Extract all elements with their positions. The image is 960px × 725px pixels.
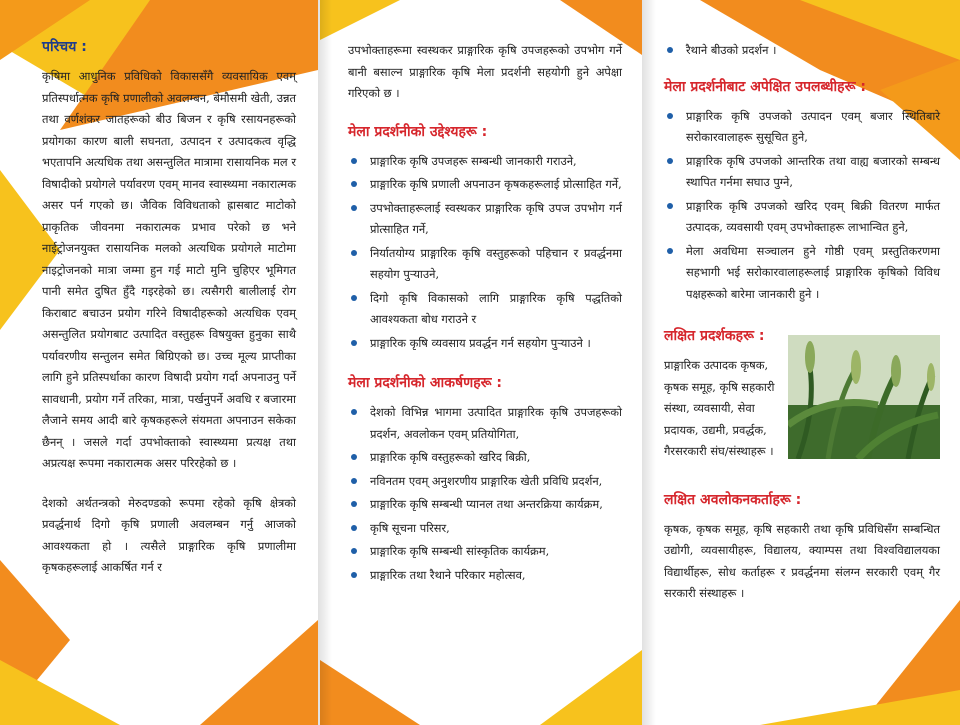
- bullet-icon: [351, 250, 357, 256]
- list-item: प्राङ्गारिक कृषि उपजको खरिद एवम् बिक्री वितरण मार्फत उत्पादक, व्यवसायी एवम् उपभोक्ताहरू लाभान्वित हुने,: [664, 196, 940, 239]
- bullet-icon: [667, 158, 673, 164]
- visitors-text: कृषक, कृषक समूह, कृषि सहकारी तथा कृषि प्रविधिसँग सम्बन्धित उद्योगी, व्यवसायीहरू, विद्यालय, क्याम्पस तथा विश्वविद्यालयका विद्यार्थीहरू, सोध कर्ताहरू र प्रवर्द्धनमा संलग्न सरकारी एवम् गैर सरकारी संस्थाहरू ।: [664, 521, 940, 600]
- bullet-icon: [667, 113, 673, 119]
- bullet-icon: [351, 409, 357, 415]
- bullet-icon: [351, 572, 357, 578]
- list-item: प्राङ्गारिक तथा रैथाने परिकार महोत्सव,: [348, 565, 622, 587]
- bullet-icon: [667, 203, 673, 209]
- introduction-paragraph-2: देशको अर्थतन्त्रको मेरुदण्डको रूपमा रहेको कृषि क्षेत्रको प्रवर्द्धनार्थ दिगो कृषि प्रणाली अवलम्बन गर्नु आजको आवश्यकता हो । त्यसैले प्राङ्गारिक कृषि प्रणालीमा कृषकहरूलाई आकर्षित गर्न र: [42, 495, 296, 574]
- exhibitors-text: प्राङ्गारिक उत्पादक कृषक, कृषक समूह, कृषि सहकारी संस्था, व्यवसायी, सेवा प्रदायक, उद्यमी, प्रवर्द्धक, गैरसरकारी संघ/संस्थाहरू ।: [664, 358, 775, 458]
- bullet-icon: [667, 248, 673, 254]
- list-item: दिगो कृषि विकासको लागि प्राङ्गारिक कृषि पद्धतिको आवश्यकता बोध गराउने र: [348, 288, 622, 331]
- list-item: नविनतम एवम् अनुशरणीय प्राङ्गारिक खेती प्रविधि प्रदर्शन,: [348, 471, 622, 493]
- exhibitors-section: [664, 327, 940, 463]
- introduction-heading: परिचय :: [42, 39, 87, 55]
- list-item: उपभोक्ताहरूलाई स्वस्थकर प्राङ्गारिक कृषि उपज उपभोग गर्न प्रोत्साहित गर्ने,: [348, 198, 622, 241]
- panel-outcomes: [644, 0, 960, 725]
- bullet-icon: [351, 340, 357, 346]
- bullet-icon: [351, 525, 357, 531]
- fold-shadow-right: [642, 0, 656, 725]
- list-item: प्राङ्गारिक कृषि सम्बन्धी प्यानल तथा अन्तरक्रिया कार्यक्रम,: [348, 494, 622, 516]
- introduction-paragraph-1: कृषिमा आधुनिक प्रविधिको विकाससँगै व्यवसायिक एवम् प्रतिस्पर्धात्मक कृषि प्रणालीको अवलम्बन, बेमौसमी खेती, उन्नत तथा वर्णशंकर जातहरूको बीउ बिजन र कृषि रसायनहरूको प्रयोगका कारण बाली सघनता, उत्पादन र उत्पादकत्व वृद्धि भएतापनि अत्यधिक तथा असन्तुलित मात्रामा रासायनिक मल र विषादीको प्रयोगले पर्यावरण एवम् मानव स्वास्थ्यमा नकारात्मक असर पर्न गएको छ। जैविक विविधताको ह्रासबाट माटोको प्राकृतिक जीवनमा नकारात्मक प्रभाव परेको छ भने नाईट्रोजनयुक्त रासायनिक मलको अत्यधिक प्रयोगले माटोमा नाइट्रोजनको मात्रा जम्मा हुन गई माटो मुनि चुहिएर भूमिगत पानी समेत दुषित हुँदै गइरहेको छ। त्यसैगरी बालीलाई रोग किराबाट बचाउन प्रयोग गरिने विषादीहरूको अत्यधिक एवम् असन्तुलित प्रयोगबाट उत्पादित वस्तुहरू विषयुक्त हुनुका साथै पर्यावरणीय सन्तुलन समेत बिग्रिएको छ। उच्च मूल्य प्राप्तीका लागि हुने प्रतिस्पर्धाका कारण विषादी प्रयोग गर्दा अपनाउनु पर्ने सावधानी, प्रयोग गर्ने तरिका, मात्रा, पर्खनुपर्ने अवधि र बजारमा लैजाने समय आदी बारे कृषकहरूले संयमता अपनाउन सकेका छैनन् । जसले गर्दा उपभोक्ताको स्वास्थ्यमा प्रत्यक्ष तथा अप्रत्यक्ष रूपमा नकारात्मक असर परिरहेको छ ।: [42, 69, 296, 470]
- list-item: देशको विभिन्न भागमा उत्पादित प्राङ्गारिक कृषि उपजहरूको प्रदर्शन, अवलोकन एवम् प्रतियोगिता,: [348, 402, 622, 445]
- bullet-icon: [351, 295, 357, 301]
- list-item: प्राङ्गारिक कृषि उपजको आन्तरिक तथा वाह्य बजारको सम्बन्ध स्थापित गर्नमा सघाउ पुग्ने,: [664, 151, 940, 194]
- bullet-icon: [667, 47, 673, 53]
- outcomes-heading: मेला प्रदर्शनीबाट अपेक्षित उपलब्धीहरू :: [664, 78, 866, 95]
- objectives-list: [348, 151, 622, 355]
- intro-continuation: उपभोक्ताहरूमा स्वस्थकर प्राङ्गारिक कृषि उपजहरूको उपभोग गर्ने बानी बसाल्न प्राङ्गारिक कृषि मेला प्रदर्शनी सहयोगी हुने अपेक्षा गरिएको छ ।: [348, 43, 622, 100]
- list-item: प्राङ्गारिक कृषि व्यवसाय प्रवर्द्धन गर्न सहयोग पुर्‍याउने ।: [348, 333, 622, 355]
- list-item: रैथाने बीउको प्रदर्शन ।: [664, 40, 940, 62]
- bullet-icon: [351, 548, 357, 554]
- panel-introduction: [0, 0, 318, 725]
- attractions-heading: मेला प्रदर्शनीको आकर्षणहरू :: [348, 375, 502, 391]
- attractions-list-continued: [664, 40, 940, 62]
- list-item: प्राङ्गारिक कृषि उपजको उत्पादन एवम् बजार स्थितिबारे सरोकारवालाहरू सुसूचित हुने,: [664, 106, 940, 149]
- list-item: प्राङ्गारिक कृषि उपजहरू सम्बन्धी जानकारी गराउने,: [348, 151, 622, 173]
- attractions-list: [348, 402, 622, 586]
- bullet-icon: [351, 454, 357, 460]
- objectives-heading: मेला प्रदर्शनीको उद्देश्यहरू :: [348, 123, 488, 140]
- list-item: निर्यातयोग्य प्राङ्गारिक कृषि वस्तुहरूको पहिचान र प्रवर्द्धनमा सहयोग पुर्‍याउने,: [348, 243, 622, 286]
- bullet-icon: [351, 501, 357, 507]
- exhibitors-heading: लक्षित प्रदर्शकहरू :: [664, 328, 765, 344]
- panel-objectives: [320, 0, 642, 725]
- bullet-icon: [351, 478, 357, 484]
- grain-crop-photo: [788, 335, 940, 459]
- list-item: प्राङ्गारिक कृषि सम्बन्धी सांस्कृतिक कार्यक्रम,: [348, 541, 622, 563]
- list-item: प्राङ्गारिक कृषि वस्तुहरूको खरिद बिक्री,: [348, 447, 622, 469]
- bullet-icon: [351, 205, 357, 211]
- bullet-icon: [351, 158, 357, 164]
- outcomes-list: [664, 106, 940, 306]
- bullet-icon: [351, 181, 357, 187]
- visitors-heading: लक्षित अवलोकनकर्ताहरू :: [664, 491, 802, 508]
- list-item: मेला अवधिमा सञ्चालन हुने गोष्ठी एवम् प्रस्तुतिकरणमा सहभागी भई सरोकारवालाहरूलाई प्राङ्गारिक कृषिको विविध पक्षहरूको बारेमा जानकारी हुने ।: [664, 241, 940, 306]
- list-item: प्राङ्गारिक कृषि प्रणाली अपनाउन कृषकहरूलाई प्रोत्साहित गर्ने,: [348, 174, 622, 196]
- list-item: कृषि सूचना परिसर,: [348, 518, 622, 540]
- fold-shadow-left: [318, 0, 332, 725]
